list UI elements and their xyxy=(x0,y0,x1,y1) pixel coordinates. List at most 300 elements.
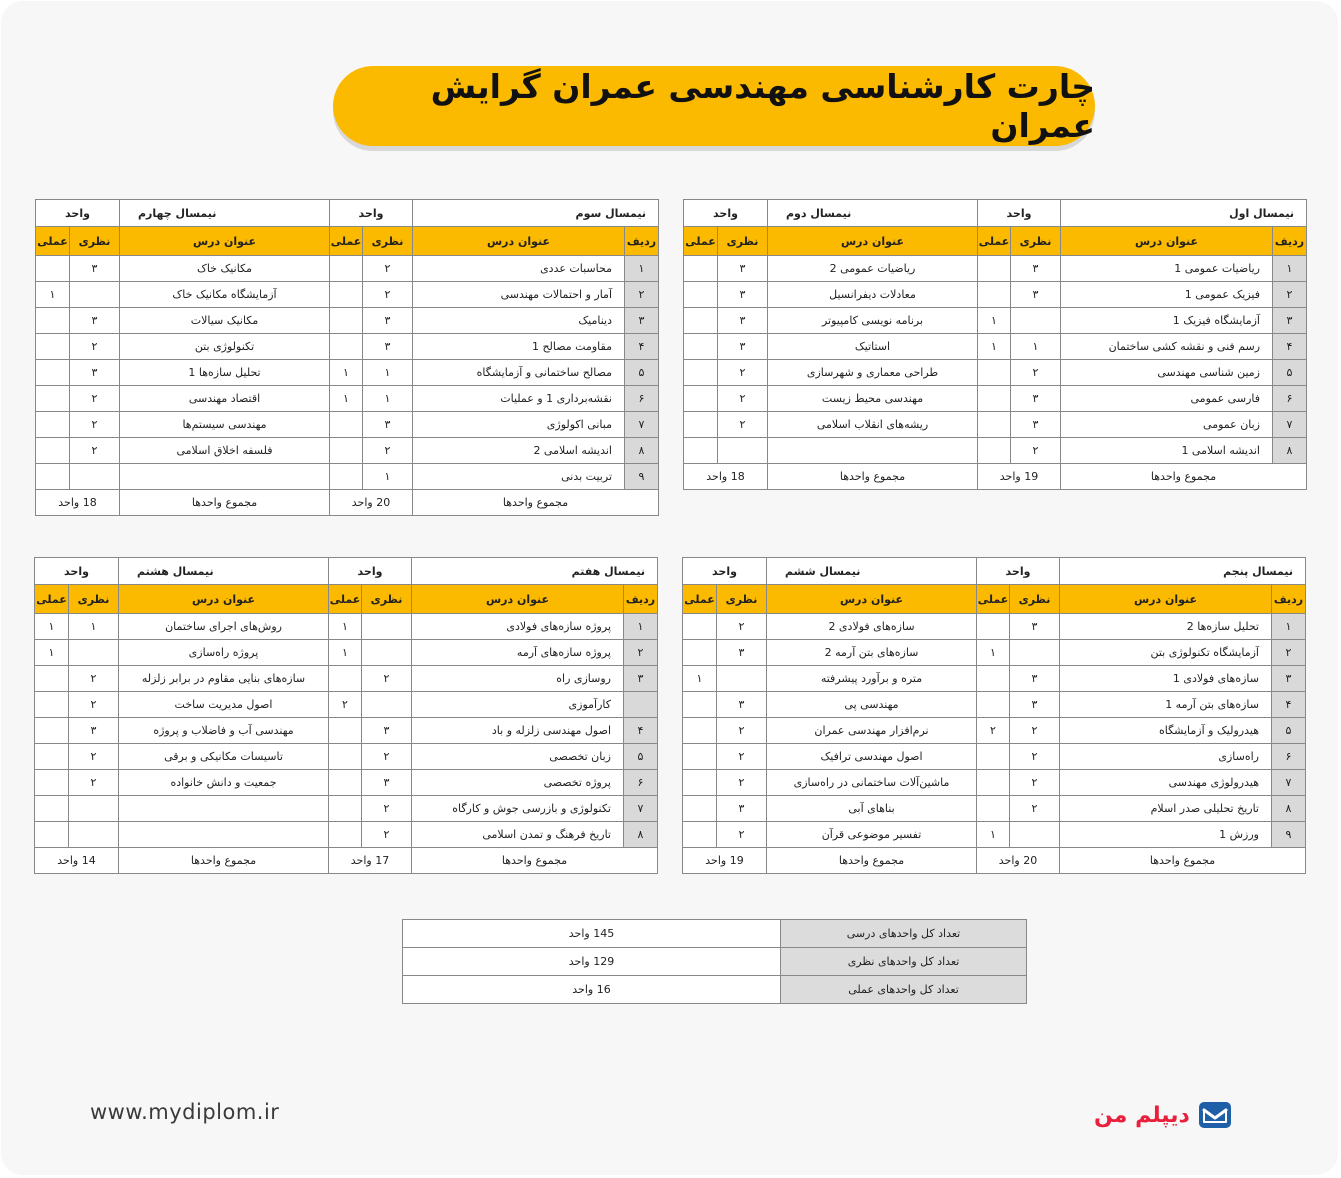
theory-header: نظری xyxy=(70,227,120,256)
row-number: ۶ xyxy=(625,386,659,412)
course-title: زبان عمومی xyxy=(1061,412,1273,438)
table-row xyxy=(683,770,1306,796)
course-title: سازه‌های بتن آرمه 2 xyxy=(767,640,977,666)
practical-units xyxy=(35,744,69,770)
course-title: سازه‌های فولادی 2 xyxy=(767,614,977,640)
course-title: تحلیل سازه‌ها 1 xyxy=(120,360,330,386)
table-row xyxy=(35,718,658,744)
theory-units: ۳ xyxy=(70,256,120,282)
practical-units xyxy=(35,796,69,822)
theory-units: ۲ xyxy=(69,770,119,796)
theory-units: ۱ xyxy=(1011,334,1061,360)
theory-units: ۲ xyxy=(717,744,767,770)
course-title: پروژه راه‌سازی xyxy=(119,640,329,666)
practical-units xyxy=(977,692,1010,718)
sum-value: 20 واحد xyxy=(977,848,1060,874)
practical-units: ۱ xyxy=(978,308,1011,334)
course-title: طراحی معماری و شهرسازی xyxy=(768,360,978,386)
practical-units xyxy=(35,770,69,796)
theory-units: ۲ xyxy=(717,822,767,848)
sum-label: مجموع واحدها xyxy=(119,848,329,874)
practical-units xyxy=(977,614,1010,640)
course-header: عنوان درس xyxy=(768,227,978,256)
row-number-header: ردیف xyxy=(624,585,658,614)
theory-units xyxy=(717,666,767,692)
sum-value: 18 واحد xyxy=(684,464,768,490)
practical-units xyxy=(330,256,363,282)
course-title: استاتیک xyxy=(768,334,978,360)
practical-units xyxy=(978,438,1011,464)
practical-units xyxy=(36,334,70,360)
practical-units xyxy=(684,438,718,464)
practical-header: عملی xyxy=(977,585,1010,614)
row-number-header: ردیف xyxy=(1272,585,1306,614)
sum-label: مجموع واحدها xyxy=(1060,848,1306,874)
practical-units xyxy=(35,692,69,718)
course-header: عنوان درس xyxy=(412,585,624,614)
sum-label: مجموع واحدها xyxy=(413,490,659,516)
course-title: ورزش 1 xyxy=(1060,822,1272,848)
theory-units: ۲ xyxy=(1010,744,1060,770)
theory-header: نظری xyxy=(69,585,119,614)
course-title: نرم‌افزار مهندسی عمران xyxy=(767,718,977,744)
table-row xyxy=(35,614,658,640)
course-title: تحلیل سازه‌ها 2 xyxy=(1060,614,1272,640)
course-title: مهندسی پی xyxy=(767,692,977,718)
course-title: سازه‌های فولادی 1 xyxy=(1060,666,1272,692)
table-row xyxy=(36,360,659,386)
theory-units: ۲ xyxy=(363,256,413,282)
row-number: ۳ xyxy=(1272,666,1306,692)
course-title: ریاضیات عمومی 1 xyxy=(1061,256,1273,282)
course-title: فارسی عمومی xyxy=(1061,386,1273,412)
practical-header: عملی xyxy=(683,585,717,614)
row-number-header: ردیف xyxy=(1273,227,1307,256)
table-row xyxy=(683,744,1306,770)
row-number xyxy=(624,692,658,718)
totals-row xyxy=(403,920,1027,948)
course-title: روسازی راه xyxy=(412,666,624,692)
course-title: پروژه سازه‌های فولادی xyxy=(412,614,624,640)
practical-header: عملی xyxy=(978,227,1011,256)
practical-units xyxy=(683,614,717,640)
theory-units: ۲ xyxy=(718,386,768,412)
row-number: ۳ xyxy=(625,308,659,334)
theory-units: ۳ xyxy=(717,796,767,822)
theory-units: ۳ xyxy=(363,308,413,334)
theory-units: ۳ xyxy=(718,308,768,334)
row-number: ۵ xyxy=(1272,718,1306,744)
theory-units: ۲ xyxy=(362,796,412,822)
course-title: آزمایشگاه تکنولوژی بتن xyxy=(1060,640,1272,666)
course-title: ریاضیات عمومی 2 xyxy=(768,256,978,282)
practical-units xyxy=(36,464,70,490)
practical-units xyxy=(329,744,362,770)
practical-units xyxy=(978,282,1011,308)
practical-units xyxy=(683,640,717,666)
practical-units xyxy=(683,718,717,744)
practical-units xyxy=(978,412,1011,438)
title-banner xyxy=(333,66,1095,146)
course-header: عنوان درس xyxy=(767,585,977,614)
theory-units: ۳ xyxy=(1011,256,1061,282)
theory-units xyxy=(362,692,412,718)
theory-units: ۲ xyxy=(717,614,767,640)
table-row xyxy=(683,822,1306,848)
semester-name: نیمسال ششم xyxy=(767,558,977,585)
table-row xyxy=(36,412,659,438)
course-title: اصول مدیریت ساخت xyxy=(119,692,329,718)
course-title: آمار و احتمالات مهندسی xyxy=(413,282,625,308)
row-number: ۶ xyxy=(1272,744,1306,770)
course-title: آزمایشگاه مکانیک خاک xyxy=(120,282,330,308)
totals-label: تعداد کل واحدهای عملی xyxy=(781,976,1027,1004)
practical-units xyxy=(35,822,69,848)
row-number: ۴ xyxy=(624,718,658,744)
theory-units: ۲ xyxy=(362,822,412,848)
table-row xyxy=(35,640,658,666)
row-number: ۲ xyxy=(625,282,659,308)
unit-header: واحد xyxy=(35,558,119,585)
practical-units xyxy=(330,438,363,464)
course-title: کارآموزی xyxy=(412,692,624,718)
practical-units xyxy=(684,386,718,412)
theory-units: ۱ xyxy=(363,386,413,412)
course-header: عنوان درس xyxy=(1060,585,1272,614)
page-title: چارت کارشناسی مهندسی عمران گرایش عمران xyxy=(430,67,1095,145)
theory-units: ۳ xyxy=(1010,666,1060,692)
row-number: ۱ xyxy=(1272,614,1306,640)
practical-units xyxy=(35,718,69,744)
theory-units: ۳ xyxy=(69,718,119,744)
envelope-book-icon xyxy=(1198,1101,1232,1129)
course-header: عنوان درس xyxy=(119,585,329,614)
course-title: بناهای آبی xyxy=(767,796,977,822)
practical-units: ۱ xyxy=(330,360,363,386)
practical-units xyxy=(329,666,362,692)
practical-units: ۱ xyxy=(683,666,717,692)
theory-units: ۲ xyxy=(69,744,119,770)
practical-units: ۱ xyxy=(977,640,1010,666)
practical-units xyxy=(329,822,362,848)
theory-units: ۲ xyxy=(1010,770,1060,796)
theory-units: ۳ xyxy=(717,640,767,666)
practical-units: ۱ xyxy=(978,334,1011,360)
course-title: زبان تخصصی xyxy=(412,744,624,770)
course-title xyxy=(120,464,330,490)
row-number: ۲ xyxy=(1273,282,1307,308)
practical-units xyxy=(683,744,717,770)
theory-units: ۲ xyxy=(362,666,412,692)
course-title: تاریخ تحلیلی صدر اسلام xyxy=(1060,796,1272,822)
sum-label: مجموع واحدها xyxy=(768,464,978,490)
table-row xyxy=(35,666,658,692)
theory-units: ۳ xyxy=(70,360,120,386)
course-title: زمین شناسی مهندسی xyxy=(1061,360,1273,386)
theory-units: ۳ xyxy=(718,334,768,360)
theory-units: ۳ xyxy=(1010,614,1060,640)
theory-header: نظری xyxy=(718,227,768,256)
theory-units: ۳ xyxy=(362,770,412,796)
brand-logo[interactable] xyxy=(1094,1099,1232,1131)
course-header: عنوان درس xyxy=(413,227,625,256)
semester-table-s5-s6 xyxy=(682,557,1306,874)
row-number: ۷ xyxy=(625,412,659,438)
theory-units: ۱ xyxy=(69,614,119,640)
semester-name: نیمسال چهارم xyxy=(120,200,330,227)
practical-units: ۱ xyxy=(35,614,69,640)
theory-units xyxy=(1010,822,1060,848)
table-row xyxy=(683,640,1306,666)
row-number: ۱ xyxy=(624,614,658,640)
row-number: ۳ xyxy=(1273,308,1307,334)
course-title: تاریخ فرهنگ و تمدن اسلامی xyxy=(412,822,624,848)
course-title: روش‌های اجرای ساختمان xyxy=(119,614,329,640)
course-title: اصول مهندسی زلزله و باد xyxy=(412,718,624,744)
table-row xyxy=(36,464,659,490)
theory-units: ۳ xyxy=(363,412,413,438)
row-number: ۹ xyxy=(625,464,659,490)
row-number: ۴ xyxy=(1272,692,1306,718)
course-title: اقتصاد مهندسی xyxy=(120,386,330,412)
theory-units: ۳ xyxy=(363,334,413,360)
theory-header: نظری xyxy=(363,227,413,256)
row-number: ۸ xyxy=(1273,438,1307,464)
course-title: مکانیک خاک xyxy=(120,256,330,282)
semester-name: نیمسال اول xyxy=(1061,200,1307,227)
course-title: تربیت بدنی xyxy=(413,464,625,490)
theory-units: ۳ xyxy=(1011,282,1061,308)
practical-units xyxy=(684,360,718,386)
row-number: ۶ xyxy=(624,770,658,796)
practical-units xyxy=(977,770,1010,796)
practical-units xyxy=(684,334,718,360)
theory-units: ۲ xyxy=(1010,718,1060,744)
row-number: ۴ xyxy=(1273,334,1307,360)
practical-units: ۱ xyxy=(977,822,1010,848)
totals-row xyxy=(403,976,1027,1004)
course-title: مقاومت مصالح 1 xyxy=(413,334,625,360)
practical-units xyxy=(329,718,362,744)
course-title: مکانیک سیالات xyxy=(120,308,330,334)
table-row xyxy=(683,718,1306,744)
theory-units: ۱ xyxy=(363,464,413,490)
semester-name: نیمسال پنجم xyxy=(1060,558,1306,585)
theory-units xyxy=(70,282,120,308)
table-row xyxy=(684,334,1307,360)
theory-units xyxy=(70,464,120,490)
course-header: عنوان درس xyxy=(1061,227,1273,256)
totals-value: 16 واحد xyxy=(403,976,781,1004)
practical-units xyxy=(978,360,1011,386)
table-row xyxy=(684,308,1307,334)
course-title: تکنولوژی و بازرسی جوش و کارگاه xyxy=(412,796,624,822)
table-row xyxy=(35,692,658,718)
unit-header: واحد xyxy=(978,200,1061,227)
totals-value: 145 واحد xyxy=(403,920,781,948)
practical-units: ۲ xyxy=(977,718,1010,744)
course-title: پروژه تخصصی xyxy=(412,770,624,796)
practical-units xyxy=(36,360,70,386)
totals-label: تعداد کل واحدهای نظری xyxy=(781,948,1027,976)
course-title: فیزیک عمومی 1 xyxy=(1061,282,1273,308)
course-title: نقشه‌برداری 1 و عملیات xyxy=(413,386,625,412)
practical-units xyxy=(977,744,1010,770)
course-title: متره و برآورد پیشرفته xyxy=(767,666,977,692)
theory-units: ۲ xyxy=(69,692,119,718)
sum-label: مجموع واحدها xyxy=(767,848,977,874)
sum-value: 17 واحد xyxy=(329,848,412,874)
theory-units: ۳ xyxy=(362,718,412,744)
theory-units xyxy=(69,640,119,666)
theory-units: ۲ xyxy=(363,438,413,464)
table-row xyxy=(683,796,1306,822)
course-title: محاسبات عددی xyxy=(413,256,625,282)
theory-units: ۳ xyxy=(1011,412,1061,438)
unit-header: واحد xyxy=(977,558,1060,585)
table-row xyxy=(683,692,1306,718)
practical-units xyxy=(978,386,1011,412)
practical-units: ۱ xyxy=(36,282,70,308)
theory-units: ۳ xyxy=(717,692,767,718)
semester-table-s1-s2 xyxy=(683,199,1307,490)
theory-units: ۲ xyxy=(70,438,120,464)
semester-name: نیمسال هفتم xyxy=(412,558,658,585)
course-title: ریشه‌های انقلاب اسلامی xyxy=(768,412,978,438)
theory-units: ۲ xyxy=(70,386,120,412)
table-row xyxy=(684,438,1307,464)
theory-units: ۳ xyxy=(718,282,768,308)
practical-units: ۱ xyxy=(329,614,362,640)
course-title: تاسیسات مکانیکی و برقی xyxy=(119,744,329,770)
table-row xyxy=(35,796,658,822)
course-title: معادلات دیفرانسیل xyxy=(768,282,978,308)
course-title: تکنولوژی بتن xyxy=(120,334,330,360)
course-title: پروژه سازه‌های آرمه xyxy=(412,640,624,666)
theory-units: ۳ xyxy=(718,256,768,282)
theory-header: نظری xyxy=(1010,585,1060,614)
course-title: هیدرولوژی مهندسی xyxy=(1060,770,1272,796)
unit-header: واحد xyxy=(330,200,413,227)
course-title: ماشین‌آلات ساختمانی در راه‌سازی xyxy=(767,770,977,796)
sum-value: 19 واحد xyxy=(978,464,1061,490)
course-title xyxy=(119,822,329,848)
practical-units xyxy=(36,412,70,438)
table-row xyxy=(35,744,658,770)
theory-units: ۲ xyxy=(70,334,120,360)
table-row xyxy=(684,412,1307,438)
course-title: مصالح ساختمانی و آزمایشگاه xyxy=(413,360,625,386)
practical-units xyxy=(977,666,1010,692)
course-title: جمعیت و دانش خانواده xyxy=(119,770,329,796)
theory-units: ۲ xyxy=(717,718,767,744)
practical-units xyxy=(684,256,718,282)
theory-units: ۲ xyxy=(717,770,767,796)
theory-units: ۲ xyxy=(718,360,768,386)
table-row xyxy=(684,282,1307,308)
row-number: ۵ xyxy=(625,360,659,386)
theory-units xyxy=(718,438,768,464)
practical-units: ۱ xyxy=(329,640,362,666)
course-title: تفسیر موضوعی قرآن xyxy=(767,822,977,848)
table-row xyxy=(36,256,659,282)
practical-units xyxy=(683,770,717,796)
theory-units: ۲ xyxy=(1011,438,1061,464)
sum-label: مجموع واحدها xyxy=(120,490,330,516)
sum-row xyxy=(36,490,659,516)
website-url[interactable]: www.mydiplom.ir xyxy=(90,1100,280,1124)
row-number: ۶ xyxy=(1273,386,1307,412)
unit-header: واحد xyxy=(684,200,768,227)
theory-units xyxy=(69,822,119,848)
practical-units xyxy=(36,438,70,464)
unit-header: واحد xyxy=(36,200,120,227)
totals-row xyxy=(403,948,1027,976)
course-title: آزمایشگاه فیزیک 1 xyxy=(1061,308,1273,334)
practical-units xyxy=(330,282,363,308)
unit-header: واحد xyxy=(329,558,412,585)
course-title: سازه‌های بتن آرمه 1 xyxy=(1060,692,1272,718)
row-number: ۱ xyxy=(625,256,659,282)
practical-units xyxy=(977,796,1010,822)
sum-value: 14 واحد xyxy=(35,848,119,874)
table-row xyxy=(36,386,659,412)
row-number: ۷ xyxy=(1273,412,1307,438)
theory-header: نظری xyxy=(717,585,767,614)
practical-header: عملی xyxy=(35,585,69,614)
theory-units xyxy=(1010,640,1060,666)
theory-header: نظری xyxy=(362,585,412,614)
unit-header: واحد xyxy=(683,558,767,585)
row-number: ۳ xyxy=(624,666,658,692)
table-row xyxy=(683,614,1306,640)
row-number: ۸ xyxy=(1272,796,1306,822)
practical-units xyxy=(978,256,1011,282)
practical-units xyxy=(35,666,69,692)
sum-row xyxy=(683,848,1306,874)
practical-header: عملی xyxy=(684,227,718,256)
theory-units: ۳ xyxy=(1010,692,1060,718)
table-row xyxy=(36,282,659,308)
practical-units xyxy=(330,412,363,438)
theory-units: ۱ xyxy=(363,360,413,386)
table-row xyxy=(684,256,1307,282)
practical-units xyxy=(36,308,70,334)
course-header: عنوان درس xyxy=(120,227,330,256)
semester-table-s7-s8 xyxy=(34,557,658,874)
practical-units xyxy=(36,386,70,412)
row-number: ۵ xyxy=(624,744,658,770)
table-row xyxy=(36,438,659,464)
totals-value: 129 واحد xyxy=(403,948,781,976)
course-title: اصول مهندسی ترافیک xyxy=(767,744,977,770)
practical-header: عملی xyxy=(330,227,363,256)
totals-label: تعداد کل واحدهای درسی xyxy=(781,920,1027,948)
semester-table-s3-s4 xyxy=(35,199,659,516)
totals-table xyxy=(402,919,1027,1004)
table-row xyxy=(35,770,658,796)
semester-name: نیمسال هشتم xyxy=(119,558,329,585)
theory-units: ۳ xyxy=(70,308,120,334)
sum-value: 18 واحد xyxy=(36,490,120,516)
semester-name: نیمسال سوم xyxy=(413,200,659,227)
course-title: سازه‌های بنایی مقاوم در برابر زلزله xyxy=(119,666,329,692)
practical-units xyxy=(684,412,718,438)
course-title: فلسفه اخلاق اسلامی xyxy=(120,438,330,464)
course-title: اندیشه اسلامی 2 xyxy=(413,438,625,464)
course-title: اندیشه اسلامی 1 xyxy=(1061,438,1273,464)
practical-units: ۱ xyxy=(330,386,363,412)
